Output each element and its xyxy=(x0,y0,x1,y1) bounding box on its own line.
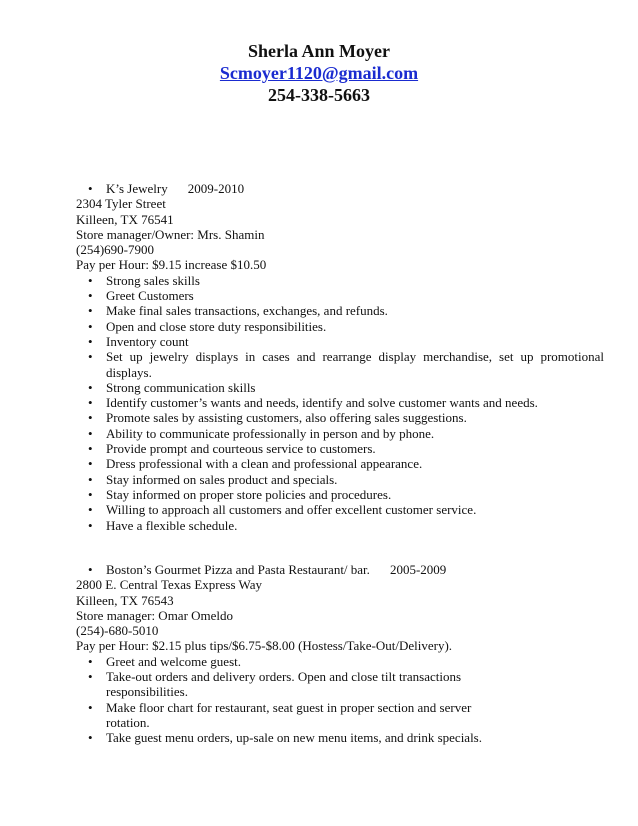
job-entry xyxy=(76,562,604,746)
list-item: • Strong communication skills xyxy=(88,379,256,395)
bullet-icon: • xyxy=(88,425,93,441)
list-item: • Have a flexible schedule. xyxy=(88,517,238,533)
employer-address: 2800 E. Central Texas Express Way xyxy=(76,577,263,593)
employment-dates: 2009-2010 xyxy=(187,181,245,196)
bullet-icon: • xyxy=(88,471,93,487)
pay-rate: Pay per Hour: $2.15 plus tips/$6.75-$8.00 (Hostess/Take-Out/Delivery). xyxy=(76,638,453,654)
list-item: • Stay informed on sales product and specials. xyxy=(88,471,338,487)
bullet-icon: • xyxy=(88,272,93,288)
list-item: • Provide prompt and courteous service to customers. xyxy=(88,441,376,457)
bullet-icon: • xyxy=(88,669,93,685)
list-item: • Greet and welcome guest. xyxy=(88,653,242,669)
employer-phone: (254)690-7900 xyxy=(76,242,154,258)
bullet-icon: • xyxy=(88,349,93,365)
bullet-icon: • xyxy=(88,318,93,334)
bullet-icon: • xyxy=(88,699,93,715)
list-item: • Greet Customers xyxy=(88,288,194,304)
bullet-icon: • xyxy=(88,562,93,577)
list-item: • Open and close store duty responsibilities. xyxy=(88,318,327,334)
bullet-icon: • xyxy=(88,486,93,502)
bullet-icon: • xyxy=(88,653,93,669)
list-item: • Set up jewelry displays in cases and rearrange display merchandise, set up promotional displays. xyxy=(88,349,604,380)
bullet-icon: • xyxy=(88,441,93,457)
bullet-icon: • xyxy=(88,379,93,395)
employer-phone: (254)-680-5010 xyxy=(76,623,159,639)
list-item: • Strong sales skills xyxy=(88,272,200,288)
employer-city: Killeen, TX 76541 xyxy=(76,211,174,227)
email-line xyxy=(0,62,638,84)
list-item: • Ability to communicate professionally in person and by phone. xyxy=(88,425,435,441)
list-item: • Take guest menu orders, up-sale on new menu items, and drink specials. xyxy=(88,730,482,746)
employer-city: Killeen, TX 76543 xyxy=(76,592,174,608)
applicant-name: Sherla Ann Moyer xyxy=(248,41,390,61)
bullet-icon: • xyxy=(88,410,93,426)
job-entry xyxy=(76,181,604,533)
list-item: • Take-out orders and delivery orders. Open and close tilt transactions responsibilities. xyxy=(88,669,462,700)
list-item: • Make floor chart for restaurant, seat guest in proper section and server rotation. xyxy=(88,699,472,730)
employment-dates: 2005-2009 xyxy=(389,562,447,577)
phone-number: 254-338-5663 xyxy=(268,85,370,105)
duty-list xyxy=(76,273,604,533)
list-item: • Identify customer’s wants and needs, identify and solve customer wants and needs. xyxy=(88,395,538,411)
bullet-icon: • xyxy=(88,181,93,196)
list-item: • Make final sales transactions, exchanges, and refunds. xyxy=(88,303,388,319)
bullet-icon: • xyxy=(88,502,93,518)
email-link[interactable]: Scmoyer1120@gmail.com xyxy=(219,63,419,83)
job-title-line xyxy=(76,181,604,196)
list-item: • Inventory count xyxy=(88,333,189,349)
pay-rate: Pay per Hour: $9.15 increase $10.50 xyxy=(76,257,267,273)
bullet-icon: • xyxy=(88,517,93,533)
bullet-icon: • xyxy=(88,395,93,411)
list-item: • Promote sales by assisting customers, also offering sales suggestions. xyxy=(88,410,467,426)
list-item: • Stay informed on proper store policies and procedures. xyxy=(88,486,392,502)
bullet-icon: • xyxy=(88,288,93,304)
employer-name: K’s Jewelry xyxy=(106,181,168,196)
list-item: • Willing to approach all customers and offer excellent customer service. xyxy=(88,502,477,518)
duty-list xyxy=(76,654,516,746)
bullet-icon: • xyxy=(88,303,93,319)
bullet-icon: • xyxy=(88,730,93,746)
employer-name: Boston’s Gourmet Pizza and Pasta Restaurant/ bar. xyxy=(106,562,370,577)
list-item: • Dress professional with a clean and professional appearance. xyxy=(88,456,423,472)
bullet-icon: • xyxy=(88,333,93,349)
employer-manager: Store manager/Owner: Mrs. Shamin xyxy=(76,226,265,242)
bullet-icon: • xyxy=(88,456,93,472)
employer-manager: Store manager: Omar Omeldo xyxy=(76,607,234,623)
job-title-line xyxy=(76,562,604,577)
employer-address: 2304 Tyler Street xyxy=(76,196,166,212)
